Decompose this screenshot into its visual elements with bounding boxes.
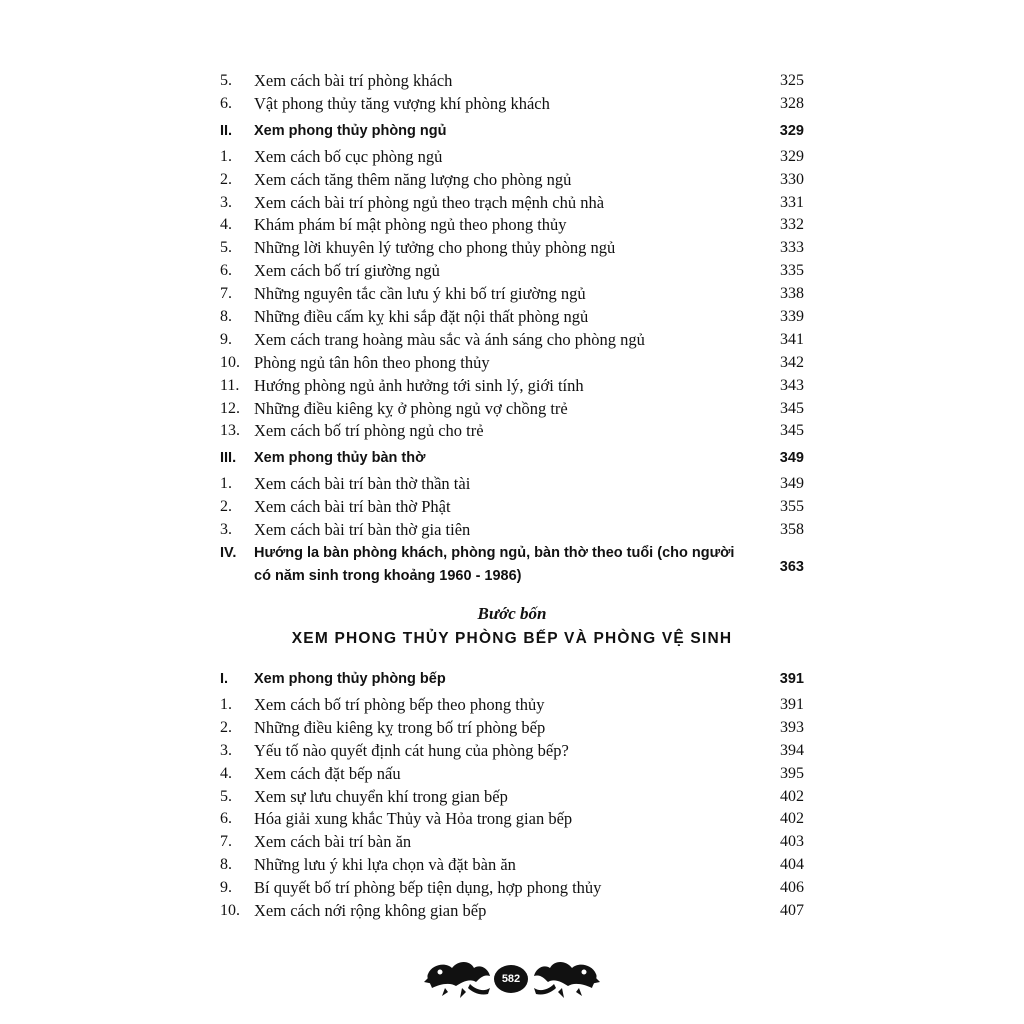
toc-entry-page: 333	[780, 239, 804, 257]
toc-section-entry	[220, 116, 804, 146]
toc-entry	[220, 717, 804, 740]
toc-entry-number: 9.	[220, 879, 232, 897]
toc-entry-page: 335	[780, 262, 804, 280]
toc-entry-page: 325	[780, 72, 804, 89]
toc-entry-number: 3.	[220, 741, 232, 759]
toc-entry-number: 3.	[220, 521, 232, 539]
toc-entry-title: Xem cách nới rộng không gian bếp	[254, 901, 487, 921]
toc-entry-title: Những lời khuyên lý tưởng cho phong thủy phòng ngủ	[254, 238, 616, 258]
toc-entry-number: 11.	[220, 376, 240, 394]
toc-entry	[220, 740, 804, 763]
toc-entry-page: 395	[780, 764, 804, 782]
toc-section-entry	[220, 443, 804, 473]
toc-entry-number: I.	[220, 671, 229, 687]
toc-entry	[220, 146, 804, 169]
toc-entry-title: Xem sự lưu chuyển khí trong gian bếp	[254, 786, 508, 806]
toc-entry	[220, 496, 804, 519]
toc-entry-number: 10.	[220, 902, 240, 920]
toc-entry-title: Xem cách bài trí bàn thờ thần tài	[254, 474, 471, 494]
toc-section-entry	[220, 664, 804, 694]
toc-section-entry	[220, 542, 804, 592]
toc-entry	[220, 420, 804, 443]
toc-entry-number: 5.	[220, 239, 232, 257]
toc-entry-number: 7.	[220, 833, 232, 851]
toc-entry-title: Xem cách bài trí bàn thờ Phật	[254, 497, 451, 517]
toc-entry-title: Phòng ngủ tân hôn theo phong thủy	[254, 352, 490, 372]
step-title: XEM PHONG THỦY PHÒNG BẾP VÀ PHÒNG VỆ SINH	[291, 630, 733, 647]
toc-entry-number: 7.	[220, 285, 232, 303]
toc-entry-page: 343	[780, 376, 804, 394]
toc-entry-number: 8.	[220, 856, 232, 874]
toc-entry-number: 3.	[220, 193, 232, 211]
toc-entry	[220, 877, 804, 900]
toc-entry-title: Những nguyên tắc cần lưu ý khi bố trí giường ngủ	[254, 284, 586, 304]
toc-entry	[220, 169, 804, 192]
toc-entry-number: 10.	[220, 353, 240, 371]
toc-entry-number: 1.	[220, 147, 232, 165]
toc-entry	[220, 473, 804, 496]
toc-entry-page: 332	[780, 216, 804, 234]
toc-entry	[220, 375, 804, 398]
toc-entry	[220, 352, 804, 375]
toc-entry-number: IV.	[220, 545, 237, 562]
toc-entry	[220, 694, 804, 717]
toc-entry	[220, 808, 804, 831]
toc-entry-page: 403	[780, 833, 804, 851]
toc-entry	[220, 93, 804, 116]
toc-entry-number: 12.	[220, 399, 240, 417]
toc-entry-title: Hướng phòng ngủ ảnh hưởng tới sinh lý, giới tính	[254, 375, 584, 395]
toc-entry-page: 358	[780, 521, 804, 539]
toc-entry-title: Xem cách bài trí bàn ăn	[254, 832, 412, 852]
toc-entry	[220, 237, 804, 260]
step-label: Bước bốn	[477, 604, 547, 623]
toc-entry-page: 402	[780, 810, 804, 828]
toc-entry-number: 6.	[220, 94, 232, 112]
toc-entry	[220, 900, 804, 923]
toc-block-part-four	[220, 664, 804, 923]
toc-entry-page: 363	[779, 559, 804, 576]
toc-entry-page: 331	[780, 193, 804, 211]
toc-entry-title: Xem phong thủy phòng ngủ	[254, 122, 447, 139]
toc-entry-title: Xem cách bài trí bàn thờ gia tiên	[254, 520, 471, 540]
toc-entry-title: Những điều kiêng kỵ ở phòng ngủ vợ chồng trẻ	[254, 398, 568, 418]
toc-entry-title: Khám phám bí mật phòng ngủ theo phong thủy	[254, 215, 567, 235]
toc-entry-number: 2.	[220, 498, 232, 516]
toc-entry-number: 5.	[220, 787, 232, 805]
toc-entry-title: Những lưu ý khi lựa chọn và đặt bàn ăn	[254, 855, 516, 875]
toc-entry-number: 9.	[220, 330, 232, 348]
toc-entry-page: 393	[780, 718, 804, 736]
toc-entry	[220, 786, 804, 809]
toc-entry-title: Những điều cấm kỵ khi sắp đặt nội thất phòng ngủ	[254, 307, 589, 327]
toc-entry-title: Yếu tố nào quyết định cát hung của phòng bếp?	[254, 740, 569, 760]
toc-entry-page: 394	[780, 741, 804, 759]
toc-entry-title: Những điều kiêng kỵ trong bố trí phòng bếp	[254, 717, 546, 737]
toc-entry-number: 13.	[220, 422, 240, 440]
toc-entry-number: 5.	[220, 72, 232, 89]
toc-entry-page: 342	[780, 353, 804, 371]
toc-entry-page: 355	[780, 498, 804, 516]
toc-entry	[220, 831, 804, 854]
toc-entry-number: 1.	[220, 475, 232, 493]
toc-entry	[220, 519, 804, 542]
toc-entry-page: 338	[780, 285, 804, 303]
toc-entry-number: 4.	[220, 764, 232, 782]
toc-entry-number: 6.	[220, 262, 232, 280]
toc-entry	[220, 763, 804, 786]
toc-entry-page: 330	[780, 170, 804, 188]
toc-entry-title: Xem cách bố cục phòng ngủ	[254, 146, 443, 166]
toc-entry-page: 341	[780, 330, 804, 348]
toc-entry-title: Xem cách tăng thêm năng lượng cho phòng ngủ	[254, 169, 572, 189]
toc-entry-page: 402	[780, 787, 804, 805]
toc-entry	[220, 329, 804, 352]
toc-entry-title: Hóa giải xung khắc Thủy và Hỏa trong gian bếp	[254, 809, 573, 829]
toc-entry-page: 329	[780, 147, 804, 165]
toc-entry	[220, 398, 804, 421]
toc-entry-number: 2.	[220, 170, 232, 188]
toc-entry	[220, 70, 804, 93]
toc-entry-page: 407	[780, 902, 804, 920]
toc-entry-title: Hướng la bàn phòng khách, phòng ngủ, bàn thờ theo tuổi (cho người có năm sinh trong khoảng 1960 - 1986)	[254, 545, 735, 585]
toc-entry-number: 1.	[220, 696, 232, 713]
toc-entry	[220, 306, 804, 329]
toc-entry-page: 349	[779, 450, 804, 467]
toc-entry-title: Xem cách bố trí phòng ngủ cho trẻ	[254, 421, 484, 441]
toc-entry	[220, 283, 804, 306]
toc-entry-page: 406	[780, 879, 804, 897]
toc-entry-title: Bí quyết bố trí phòng bếp tiện dụng, hợp phong thủy	[254, 878, 602, 898]
page-footer	[0, 948, 1024, 1008]
toc-entry-number: 6.	[220, 810, 232, 828]
toc-entry-title: Xem cách bài trí phòng khách	[254, 71, 453, 90]
toc-entry-title: Xem cách bố trí phòng bếp theo phong thủy	[254, 695, 545, 714]
toc-entry-number: 4.	[220, 216, 232, 234]
toc-entry-page: 339	[780, 308, 804, 326]
toc-entry-title: Xem phong thủy phòng bếp	[254, 671, 446, 687]
toc-entry-title: Xem cách bố trí giường ngủ	[254, 261, 440, 281]
toc-entry-title: Xem phong thủy bàn thờ	[254, 450, 426, 467]
toc-entry-page: 391	[780, 696, 804, 713]
toc-block-part-three	[220, 70, 804, 592]
toc-entry-title: Xem cách bài trí phòng ngủ theo trạch mệnh chủ nhà	[254, 192, 605, 212]
toc-entry-title: Vật phong thủy tăng vượng khí phòng khách	[254, 93, 550, 113]
toc-entry-number: 8.	[220, 308, 232, 326]
toc-entry-number: II.	[220, 122, 233, 139]
toc-entry-page: 404	[780, 856, 804, 874]
toc-entry-title: Xem cách đặt bếp nấu	[254, 763, 401, 783]
toc-entry-page: 391	[779, 671, 804, 687]
toc-entry	[220, 192, 804, 215]
toc-entry-page: 345	[780, 399, 804, 417]
toc-entry	[220, 260, 804, 283]
toc-entry	[220, 854, 804, 877]
toc-entry-page: 329	[779, 122, 804, 139]
toc-entry	[220, 214, 804, 237]
toc-entry-page: 345	[780, 422, 804, 440]
page-number: 582	[501, 973, 521, 985]
toc-entry-page: 328	[780, 94, 804, 112]
toc-entry-page: 349	[780, 475, 804, 493]
toc-entry-title: Xem cách trang hoàng màu sắc và ánh sáng cho phòng ngủ	[254, 329, 645, 349]
toc-entry-number: 2.	[220, 718, 232, 736]
toc-entry-number: III.	[220, 450, 237, 467]
